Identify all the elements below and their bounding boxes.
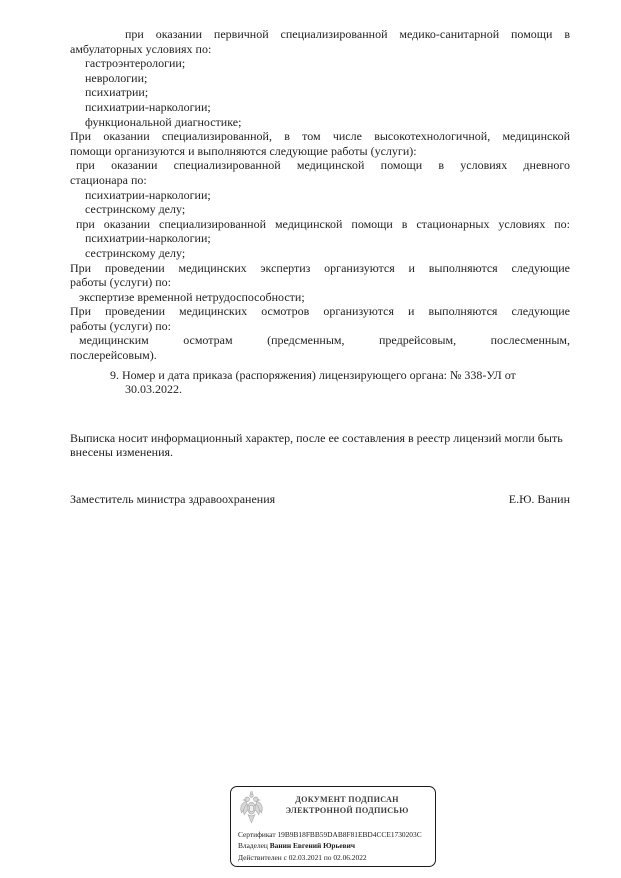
stamp-title-line1: ДОКУМЕНТ ПОДПИСАН xyxy=(295,795,399,804)
stamp-header xyxy=(231,787,435,824)
certificate-line xyxy=(238,829,431,840)
doc-line: амбулаторных условиях по: xyxy=(70,41,212,56)
signature-row xyxy=(70,492,570,507)
electronic-signature-stamp xyxy=(230,786,436,867)
note-line: внесены изменения. xyxy=(70,445,174,460)
signer-title: Заместитель министра здравоохранения xyxy=(70,492,276,507)
doc-line: функциональной диагностике; xyxy=(85,114,242,129)
license-works-text xyxy=(70,27,570,507)
owner-line xyxy=(238,840,431,851)
doc-line: помощи организуются и выполняются следующие работы (услуги): xyxy=(70,143,417,158)
doc-line: неврологии; xyxy=(85,70,148,85)
stamp-title xyxy=(265,791,429,816)
doc-line: При проведении медицинских осмотров организуются и выполняются следующие xyxy=(70,304,570,319)
doc-line: психиатрии; xyxy=(85,85,149,100)
doc-line: стационара по: xyxy=(70,172,147,187)
order-number-line: 9. Номер и дата приказа (распоряжения) лицензирующего органа: № 338-УЛ от xyxy=(110,367,516,382)
doc-line: гастроэнтерологии; xyxy=(85,56,186,71)
stamp-title-line2: ЭЛЕКТРОННОЙ ПОДПИСЬЮ xyxy=(285,805,409,815)
informational-note xyxy=(70,431,570,460)
certificate-value: 19B9B18FBB59DAB8F81EBD4CCE1730203C xyxy=(277,830,422,839)
owner-value: Ванин Евгений Юрьевич xyxy=(269,841,356,851)
order-date-line: 30.03.2022. xyxy=(125,382,182,397)
doc-line: психиатрии-наркологии; xyxy=(85,231,211,246)
doc-line: при оказании специализированной медицинской помощи в условиях дневного xyxy=(76,158,570,173)
signer-name: Е.Ю. Ванин xyxy=(508,492,570,507)
doc-line: сестринскому делу; xyxy=(85,202,186,217)
doc-line: работы (услуги) по: xyxy=(70,318,171,333)
doc-line: При оказании специализированной, в том числе высокотехнологичной, медицинской xyxy=(70,129,570,144)
doc-line: сестринскому делу; xyxy=(85,245,186,260)
stamp-info xyxy=(231,824,435,863)
certificate-label: Сертификат xyxy=(238,830,276,839)
doc-line: послерейсовым). xyxy=(70,348,157,363)
doc-line: психиатрии-наркологии; xyxy=(85,187,211,202)
doc-line: медицинским осмотрам (предсменным, предрейсовым, послесменным, xyxy=(79,333,570,348)
validity-value: Действителен с 02.03.2021 по 02.06.2022 xyxy=(238,852,367,862)
validity-line xyxy=(238,852,431,863)
doc-line: работы (услуги) по: xyxy=(70,275,171,290)
doc-line: При проведении медицинских экспертиз организуются и выполняются следующие xyxy=(70,260,570,275)
doc-line: психиатрии-наркологии; xyxy=(85,99,211,114)
owner-label: Владелец xyxy=(238,841,268,851)
doc-line: экспертизе временной нетрудоспособности; xyxy=(79,289,305,304)
note-line: Выписка носит информационный характер, после ее составления в реестр лицензий могли быть xyxy=(70,430,563,445)
doc-line: при оказании первичной специализированной медико-санитарной помощи в xyxy=(125,27,570,41)
order-number-item xyxy=(70,368,570,397)
doc-line: при оказании специализированной медицинской помощи в стационарных условиях по: xyxy=(76,216,570,231)
coat-of-arms-icon xyxy=(238,791,265,824)
